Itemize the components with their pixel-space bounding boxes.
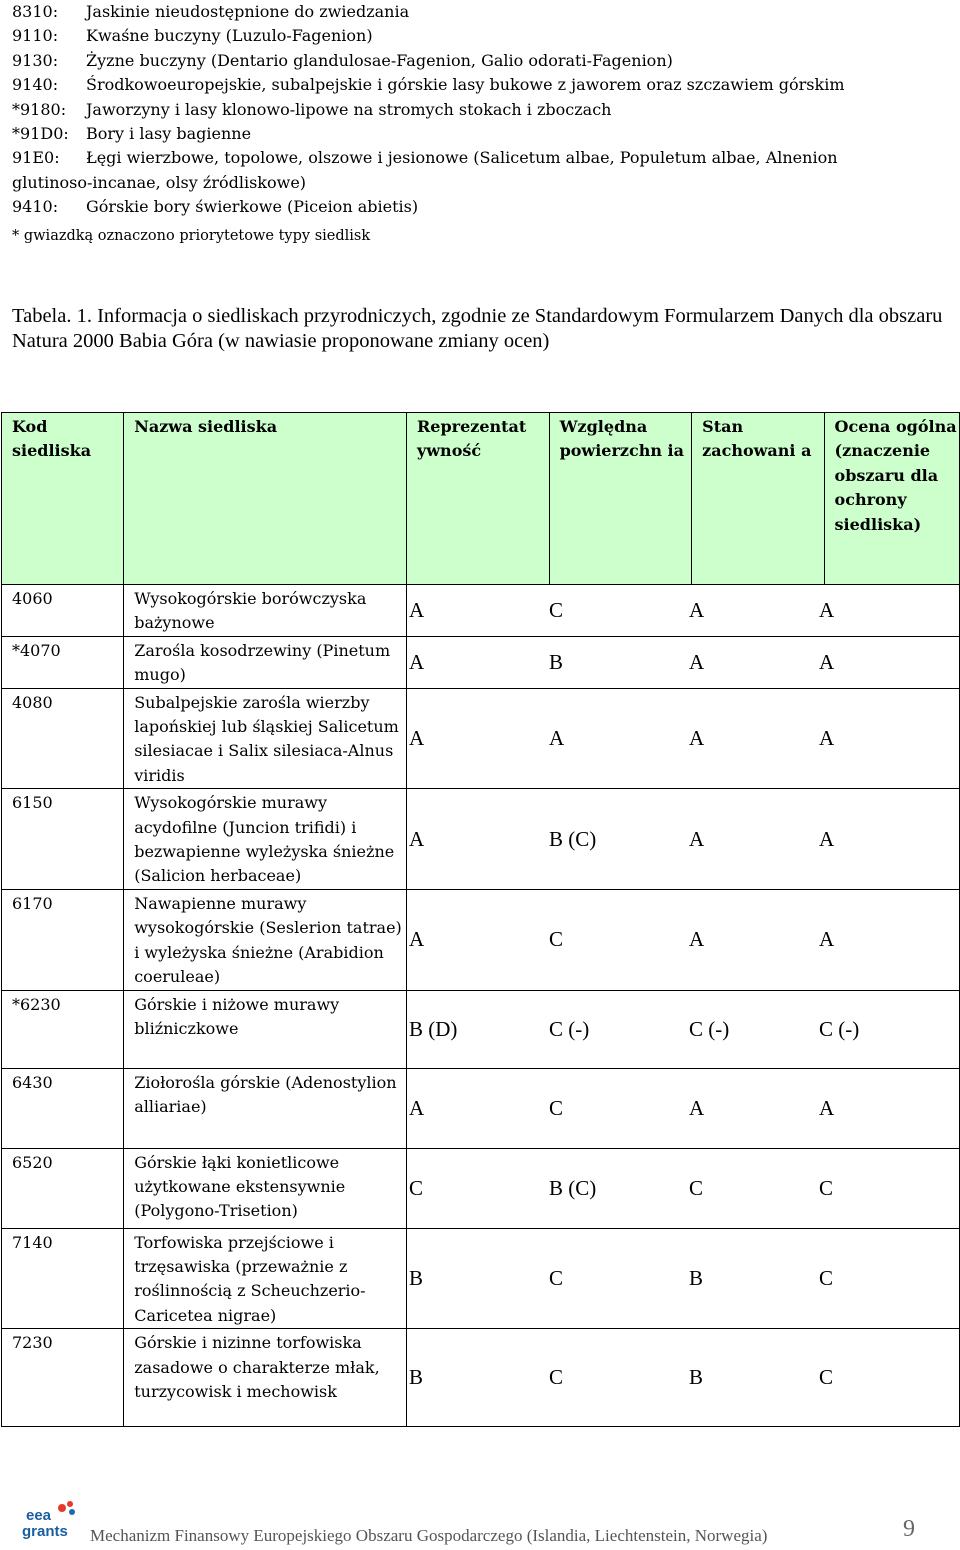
- rating-overall: A: [818, 725, 835, 750]
- cell-ratings: [406, 889, 959, 990]
- rating-area: C: [548, 1265, 563, 1290]
- table-row: [2, 1329, 960, 1427]
- cell-ratings: [406, 1228, 959, 1329]
- cell-ratings: [406, 688, 959, 789]
- table-row: [2, 1148, 960, 1228]
- rating-state: B: [688, 1365, 703, 1390]
- rating-state: B: [688, 1265, 703, 1290]
- cell-name: Górskie łąki konietlicowe użytkowane ekstensywnie (Polygono-Trisetion): [124, 1148, 407, 1228]
- rating-state: A: [688, 927, 705, 952]
- habitat-code: *9180:: [12, 99, 67, 119]
- cell-ratings: [406, 1068, 959, 1148]
- rating-rep: A: [408, 1095, 425, 1120]
- footnote: * gwiazdką oznaczono priorytetowe typy siedlisk: [12, 228, 371, 244]
- cell-name: Wysokogórskie borówczyska bażynowe: [124, 585, 407, 637]
- rating-rep: B: [408, 1265, 423, 1290]
- cell-name: Górskie i niżowe murawy bliźniczkowe: [124, 990, 407, 1068]
- cell-ratings: [406, 585, 959, 637]
- cell-code: *4070: [2, 636, 124, 688]
- habitat-text: glutinoso-incanae, olsy źródliskowe): [12, 172, 307, 192]
- list-item: [12, 98, 952, 122]
- header-conservation-state: Stan zachowani a: [692, 413, 824, 585]
- cell-code: 6520: [2, 1148, 124, 1228]
- habitat-table: [1, 412, 960, 1427]
- habitat-code: 9110:: [12, 26, 59, 46]
- rating-area: A: [548, 725, 565, 750]
- habitat-code: 9410:: [12, 197, 59, 217]
- cell-code: 6170: [2, 889, 124, 990]
- header-code: Kod siedliska: [2, 413, 124, 585]
- table-caption: Tabela. 1. Informacja o siedliskach przyrodniczych, zgodnie ze Standardowym Formularzem Danych dla obszaru Natura 2000 Babia Góra (w nawiasie proponowane zmiany ocen): [12, 305, 943, 352]
- table-row: [2, 889, 960, 990]
- rating-state: A: [688, 725, 705, 750]
- table-row: [2, 990, 960, 1068]
- habitat-code: 9130:: [12, 50, 59, 70]
- cell-ratings: [406, 1148, 959, 1228]
- header-name: Nazwa siedliska: [124, 413, 407, 585]
- cell-name: Nawapienne murawy wysokogórskie (Seslerion tatrae) i wyleżyska śnieżne (Arabidion coeruleae): [124, 889, 407, 990]
- cell-name: Ziołorośla górskie (Adenostylion alliariae): [124, 1068, 407, 1148]
- cell-code: *6230: [2, 990, 124, 1068]
- cell-ratings: [406, 636, 959, 688]
- header-relative-area: Względna powierzchn ia: [549, 413, 692, 585]
- rating-overall: A: [818, 1095, 835, 1120]
- cell-ratings: [406, 990, 959, 1068]
- rating-state: A: [688, 597, 705, 622]
- rating-area: C: [548, 1095, 563, 1120]
- habitat-text: Jaskinie nieudostępnione do zwiedzania: [86, 2, 410, 21]
- list-item: [12, 0, 952, 24]
- table-header-row: [2, 413, 960, 585]
- rating-overall: C: [818, 1175, 833, 1200]
- cell-name: Wysokogórskie murawy acydofilne (Juncion trifidi) i bezwapienne wyleżyska śnieżne (Salicion herbaceae): [124, 789, 407, 890]
- rating-state: A: [688, 649, 705, 674]
- table-row: [2, 1068, 960, 1148]
- rating-area: B (C): [548, 1175, 597, 1200]
- list-item: [12, 146, 952, 170]
- rating-rep: B (D): [408, 1016, 458, 1041]
- rating-area: C: [548, 597, 563, 622]
- cell-code: 4080: [2, 688, 124, 789]
- rating-state: C (-): [688, 1016, 730, 1041]
- cell-code: 7140: [2, 1228, 124, 1329]
- cell-code: 6430: [2, 1068, 124, 1148]
- list-item: [12, 171, 952, 195]
- header-overall: Ocena ogólna (znaczenie obszaru dla ochrony siedliska): [824, 413, 959, 585]
- habitat-list: [12, 0, 952, 220]
- rating-overall: C: [818, 1265, 833, 1290]
- rating-area: C (-): [548, 1016, 590, 1041]
- list-item: [12, 122, 952, 146]
- habitat-text: Żyzne buczyny (Dentario glandulosae-Fagenion, Galio odorati-Fagenion): [86, 50, 673, 70]
- cell-name: Zarośla kosodrzewiny (Pinetum mugo): [124, 636, 407, 688]
- cell-name: Górskie i nizinne torfowiska zasadowe o charakterze młak, turzycowisk i mechowisk: [124, 1329, 407, 1427]
- rating-rep: A: [408, 826, 425, 851]
- habitat-text: Górskie bory świerkowe (Piceion abietis): [86, 197, 419, 217]
- rating-overall: C (-): [818, 1016, 860, 1041]
- rating-area: B: [548, 649, 563, 674]
- table-row: [2, 688, 960, 789]
- habitat-code: 9140:: [12, 75, 59, 95]
- rating-overall: A: [818, 597, 835, 622]
- eea-grants-logo: [22, 1498, 82, 1542]
- page-number: 9: [903, 1516, 915, 1542]
- rating-rep: B: [408, 1365, 423, 1390]
- list-item: [12, 195, 952, 219]
- svg-text:grants: grants: [22, 1523, 68, 1540]
- list-item: [12, 73, 952, 97]
- rating-rep: A: [408, 725, 425, 750]
- rating-overall: A: [818, 649, 835, 674]
- rating-area: C: [548, 1365, 563, 1390]
- habitat-text: Łęgi wierzbowe, topolowe, olszowe i jesionowe (Salicetum albae, Populetum albae, Alnenion: [86, 148, 838, 168]
- rating-rep: C: [408, 1175, 423, 1200]
- cell-code: 7230: [2, 1329, 124, 1427]
- cell-code: 6150: [2, 789, 124, 890]
- rating-area: C: [548, 927, 563, 952]
- rating-state: A: [688, 1095, 705, 1120]
- cell-name: Subalpejskie zarośla wierzby lapońskiej lub śląskiej Salicetum silesiacae i Salix silesiaca-Alnus viridis: [124, 688, 407, 789]
- habitat-text: Kwaśne buczyny (Luzulo-Fagenion): [86, 26, 373, 46]
- habitat-text: Jaworzyny i lasy klonowo-lipowe na stromych stokach i zboczach: [86, 99, 612, 119]
- rating-area: B (C): [548, 826, 597, 851]
- svg-text:eea: eea: [26, 1507, 52, 1524]
- footer-text: Mechanizm Finansowy Europejskiego Obszaru Gospodarczego (Islandia, Liechtenstein, Norwegia): [90, 1526, 768, 1545]
- table-row: [2, 636, 960, 688]
- cell-code: 4060: [2, 585, 124, 637]
- header-representativeness: Reprezentat ywność: [406, 413, 549, 585]
- rating-overall: A: [818, 927, 835, 952]
- habitat-text: Bory i lasy bagienne: [86, 124, 252, 144]
- rating-rep: A: [408, 927, 425, 952]
- rating-rep: A: [408, 649, 425, 674]
- table-row: [2, 585, 960, 637]
- list-item: [12, 49, 952, 73]
- habitat-text: Środkowoeuropejskie, subalpejskie i górskie lasy bukowe z jaworem oraz szczawiem górskim: [86, 75, 845, 95]
- table-row: [2, 1228, 960, 1329]
- habitat-code: *91D0:: [12, 124, 69, 144]
- table-row: [2, 789, 960, 890]
- cell-ratings: [406, 789, 959, 890]
- rating-overall: C: [818, 1365, 833, 1390]
- rating-state: A: [688, 826, 705, 851]
- list-item: [12, 24, 952, 48]
- habitat-code: 8310:: [12, 2, 59, 21]
- habitat-code: 91E0:: [12, 148, 60, 168]
- rating-rep: A: [408, 597, 425, 622]
- cell-name: Torfowiska przejściowe i trzęsawiska (przeważnie z roślinnością z Scheuchzerio-Caricetea nigrae): [124, 1228, 407, 1329]
- rating-state: C: [688, 1175, 703, 1200]
- rating-overall: A: [818, 826, 835, 851]
- page-footer: [0, 1490, 960, 1550]
- cell-ratings: [406, 1329, 959, 1427]
